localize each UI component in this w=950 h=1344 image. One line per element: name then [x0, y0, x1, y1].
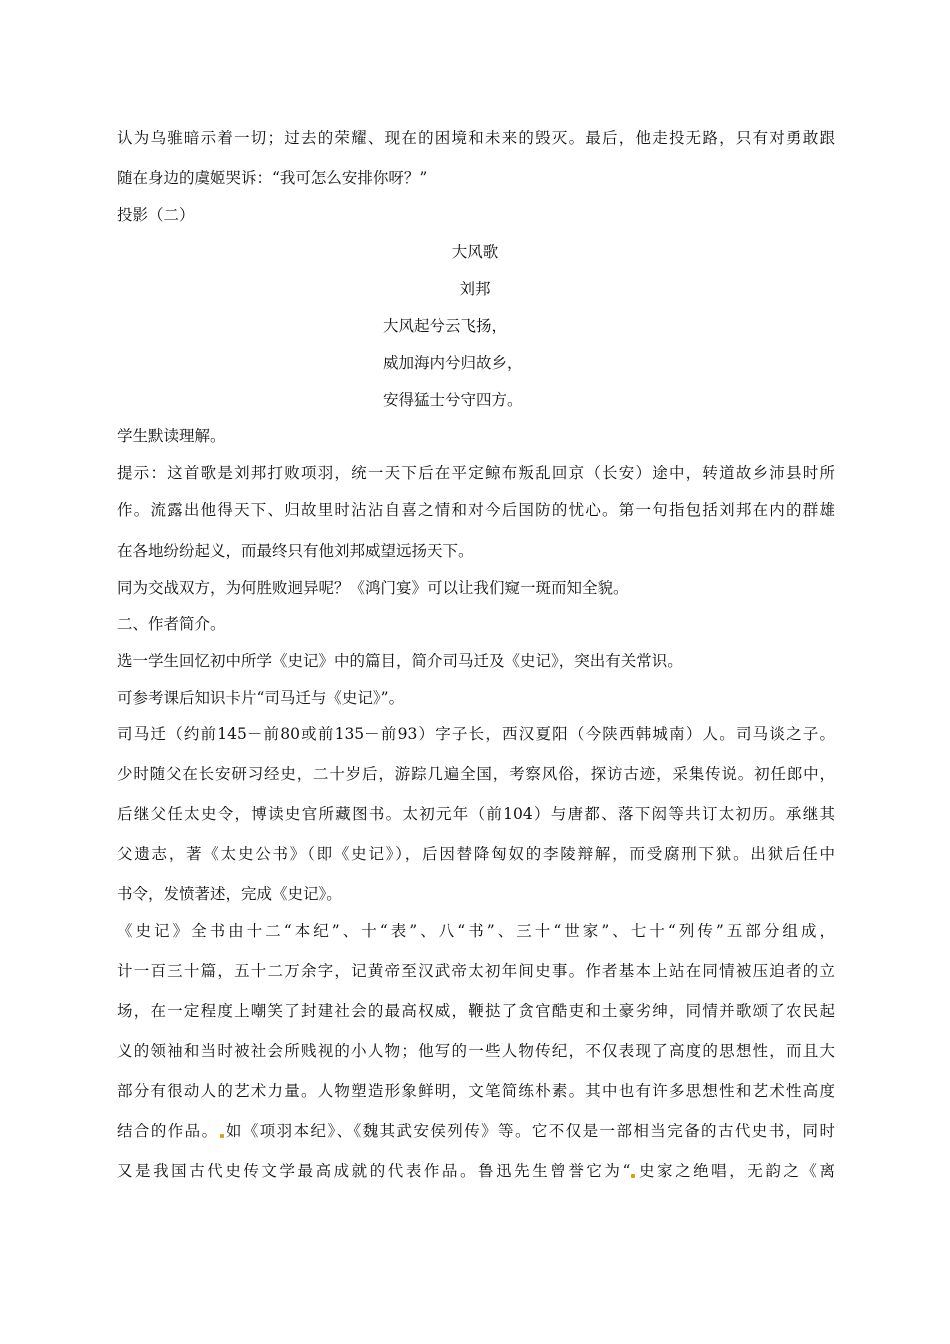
paragraph-line: 可参考课后知识卡片“司马迁与《史记》”。	[117, 689, 405, 707]
paragraph-line: 义的领袖和当时被社会所贱视的小人物；他写的一些人物传纪，不仅表现了高度的思想性，而且大	[117, 1042, 835, 1060]
paragraph-line: 场，在一定程度上嘲笑了封建社会的最高权威，鞭挞了贪官酷吏和土豪劣绅，同情并歌颂了农民起	[117, 1002, 835, 1020]
paragraph-line: 认为乌骓暗示着一切；过去的荣耀、现在的困境和未来的毁灭。最后，他走投无路，只有对勇敢跟	[117, 129, 835, 147]
paragraph-line: 《史记》全书由十二“本纪”、十“表”、八“书”、三十“世家”、七十“列传”五部分组成，	[117, 922, 835, 940]
paragraph-line: 计一百三十篇，五十二万余字，记黄帝至汉武帝太初年间史事。作者基本上站在同情被压迫者的立	[117, 962, 835, 980]
section-label: 投影（二）	[117, 206, 195, 224]
paragraph-line: 在各地纷纷起义，而最终只有他刘邦威望远扬天下。	[117, 542, 474, 560]
paragraph-line: 书令，发愤著述，完成《史记》。	[117, 885, 342, 903]
paragraph-line: 后继父任太史令，博读史官所藏图书。太初元年（前104）与唐都、落下闳等共订太初历。承继其	[117, 805, 835, 823]
paragraph-line: 父遗志，著《太史公书》（即《史记》），后因替降匈奴的李陵辩解，而受腐刑下狱。出狱后任中	[117, 845, 835, 863]
paragraph-line	[117, 1159, 835, 1181]
poem-author: 刘邦	[459, 280, 491, 298]
paragraph-line: 司马迁（约前145－前80或前135－前93）字子长，西汉夏阳（今陕西韩城南）人。司马谈之子。	[117, 725, 835, 743]
text-segment: 又是我国古代史传文学最高成就的代表作品。鲁迅先生曾誉它为“	[117, 1162, 631, 1180]
text-segment: 如《项羽本纪》、《魏其武安侯列传》等。它不仅是一部相当完备的古代史书，同时	[224, 1122, 835, 1140]
section-heading: 二、作者简介。	[117, 615, 226, 633]
poem-line: 大风起兮云飞扬，	[383, 317, 508, 335]
poem-title: 大风歌	[451, 243, 499, 261]
paragraph-line: 学生默读理解。	[117, 427, 226, 445]
paragraph-line: 同为交战双方，为何胜败迥异呢？《鸿门宴》可以让我们窥一斑而知全貌。	[117, 579, 629, 597]
paragraph-line: 部分有很动人的艺术力量。人物塑造形象鲜明，文笔简练朴素。其中也有许多思想性和艺术性高度	[117, 1082, 835, 1100]
poem-line: 威加海内兮归故乡，	[383, 354, 523, 372]
text-segment: 结合的作品。	[117, 1122, 219, 1140]
paragraph-line: 提示：这首歌是刘邦打败项羽，统一天下后在平定鲸布叛乱回京（长安）途中，转道故乡沛县时所	[117, 464, 835, 482]
paragraph-line	[117, 1119, 835, 1141]
paragraph-line: 少时随父在长安研习经史，二十岁后，游踪几遍全国，考察风俗，探访古迹，采集传说。初任郎中，	[117, 765, 835, 783]
highlight-mark	[220, 1134, 224, 1138]
paragraph-line: 选一学生回忆初中所学《史记》中的篇目，简介司马迁及《史记》，突出有关常识。	[117, 652, 683, 670]
poem-line: 安得猛士兮守四方。	[383, 391, 523, 409]
text-segment: 史家之绝唱，无韵之《离	[636, 1162, 835, 1180]
paragraph-line: 作。流露出他得天下、归故里时沾沾自喜之情和对今后国防的忧心。第一句指包括刘邦在内的群雄	[117, 501, 835, 519]
highlight-mark	[631, 1174, 635, 1178]
paragraph-line: 随在身边的虞姬哭诉：“我可怎么安排你呀？”	[117, 169, 428, 187]
